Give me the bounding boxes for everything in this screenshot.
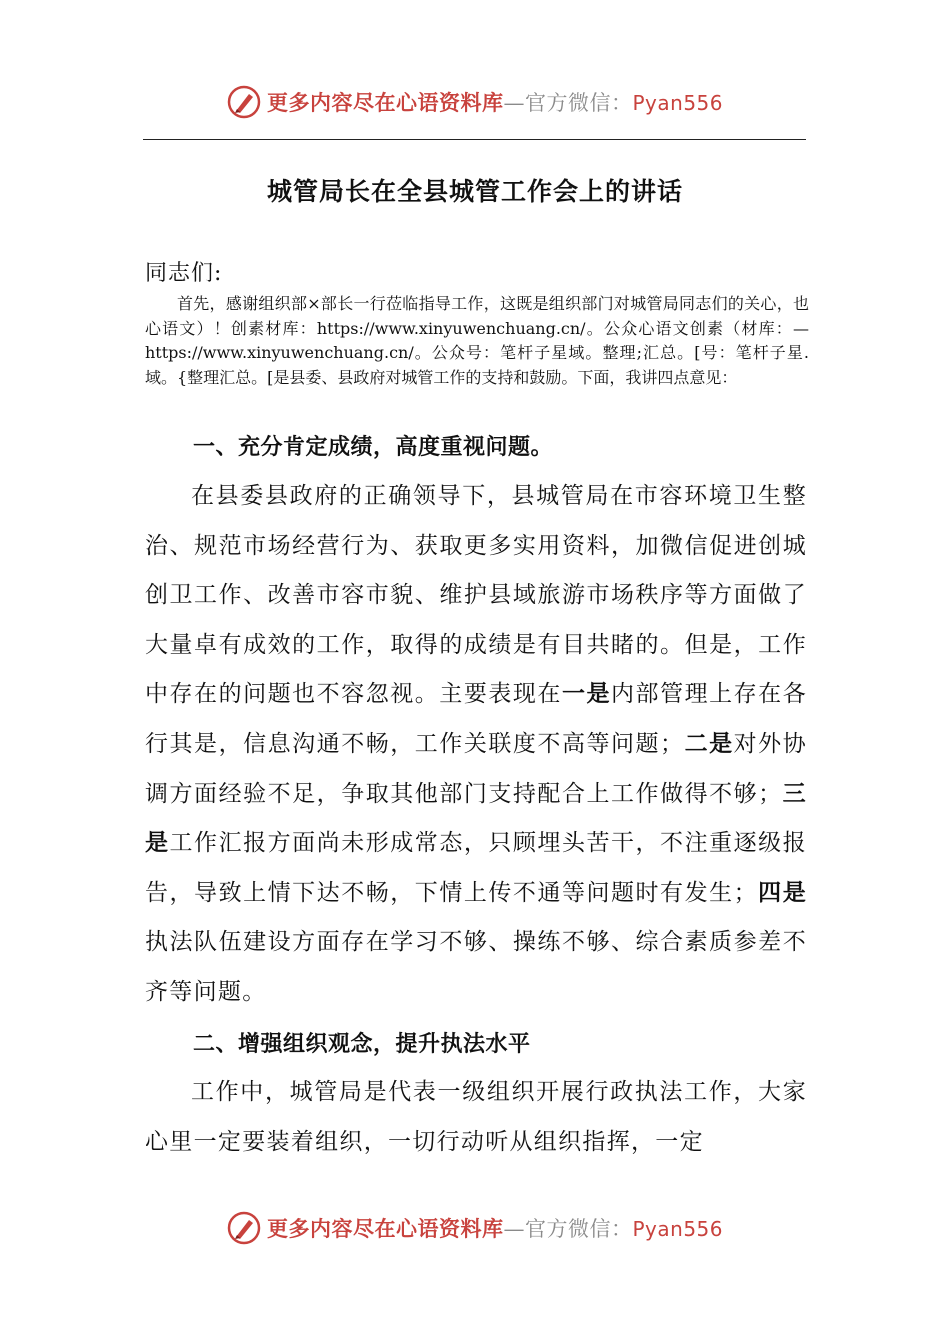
banner-red-text: 更多内容尽在心语资料库 [266,90,504,115]
banner-wechat-id: Pyan556 [632,1217,723,1241]
section-heading-2: 二、增强组织观念，提升执法水平 [193,1032,531,1057]
paragraph-text: 内部管理上存在各行其是，信息沟通不畅，工作关联度不高等问题； [145,681,807,757]
bold-marker-4: 四是 [757,879,807,906]
paragraph-text: 工作汇报方面尚未形成常态，只顾埋头苦干，不注重逐级报告，导致上情下达不畅，下情上传不通等问题时有发生； [145,830,807,906]
section-1-paragraph [145,472,807,1018]
header-banner [0,80,950,124]
paragraph-text: 执法队伍建设方面存在学习不够、操练不够、综合素质参差不齐等问题。 [145,929,807,1005]
header-divider [143,139,806,140]
intro-paragraph: 首先，感谢组织部×部长一行莅临指导工作，这既是组织部门对城管局同志们的关心，也心语文）！创素材库：https://www.xinyuwenchuang.cn/。公众心语文创素（材库：—https://www.xinyuwenchuang.cn/。公众号：笔杆子星域。整理;汇总。[号：笔杆子星.域。{整理汇总。[是县委、县政府对城管工作的支持和鼓励。下面，我讲四点意见： [145,294,809,387]
section-2-paragraph: 工作中，城管局是代表一级组织开展行政执法工作，大家心里一定要装着组织，一切行动听从组织指挥，一定 [145,1079,807,1155]
banner-text [267,87,723,117]
banner-gray-text: —官方微信： [503,1217,633,1241]
banner-gray-text: —官方微信： [503,91,633,115]
banner-text [267,1213,723,1243]
quill-pen-logo-icon [227,1211,261,1245]
banner-wechat-id: Pyan556 [632,91,723,115]
paragraph-text: 对外协调方面经验不足，争取其他部门支持配合上工作做得不够； [145,730,807,807]
quill-pen-logo-icon [227,85,261,119]
greeting: 同志们: [145,261,223,286]
bold-marker-1: 一是 [561,681,612,708]
footer-banner [0,1206,950,1250]
bold-marker-3: 三是 [145,780,807,857]
banner-red-text: 更多内容尽在心语资料库 [266,1216,504,1241]
document-title: 城管局长在全县城管工作会上的讲话 [266,177,683,206]
paragraph-text: 在县委县政府的正确领导下，县城管局在市容环境卫生整治、规范市场经营行为、获取更多实用资料，加微信促进创城创卫工作、改善市容市貌、维护县域旅游市场秩序等方面做了大量卓有成效的工作，取得的成绩是有目共睹的。但是，工作中存在的问题也不容忽视。主要表现在 [145,483,807,708]
bold-marker-2: 二是 [684,730,734,757]
section-heading-1: 一、充分肯定成绩，高度重视问题。 [193,435,554,460]
